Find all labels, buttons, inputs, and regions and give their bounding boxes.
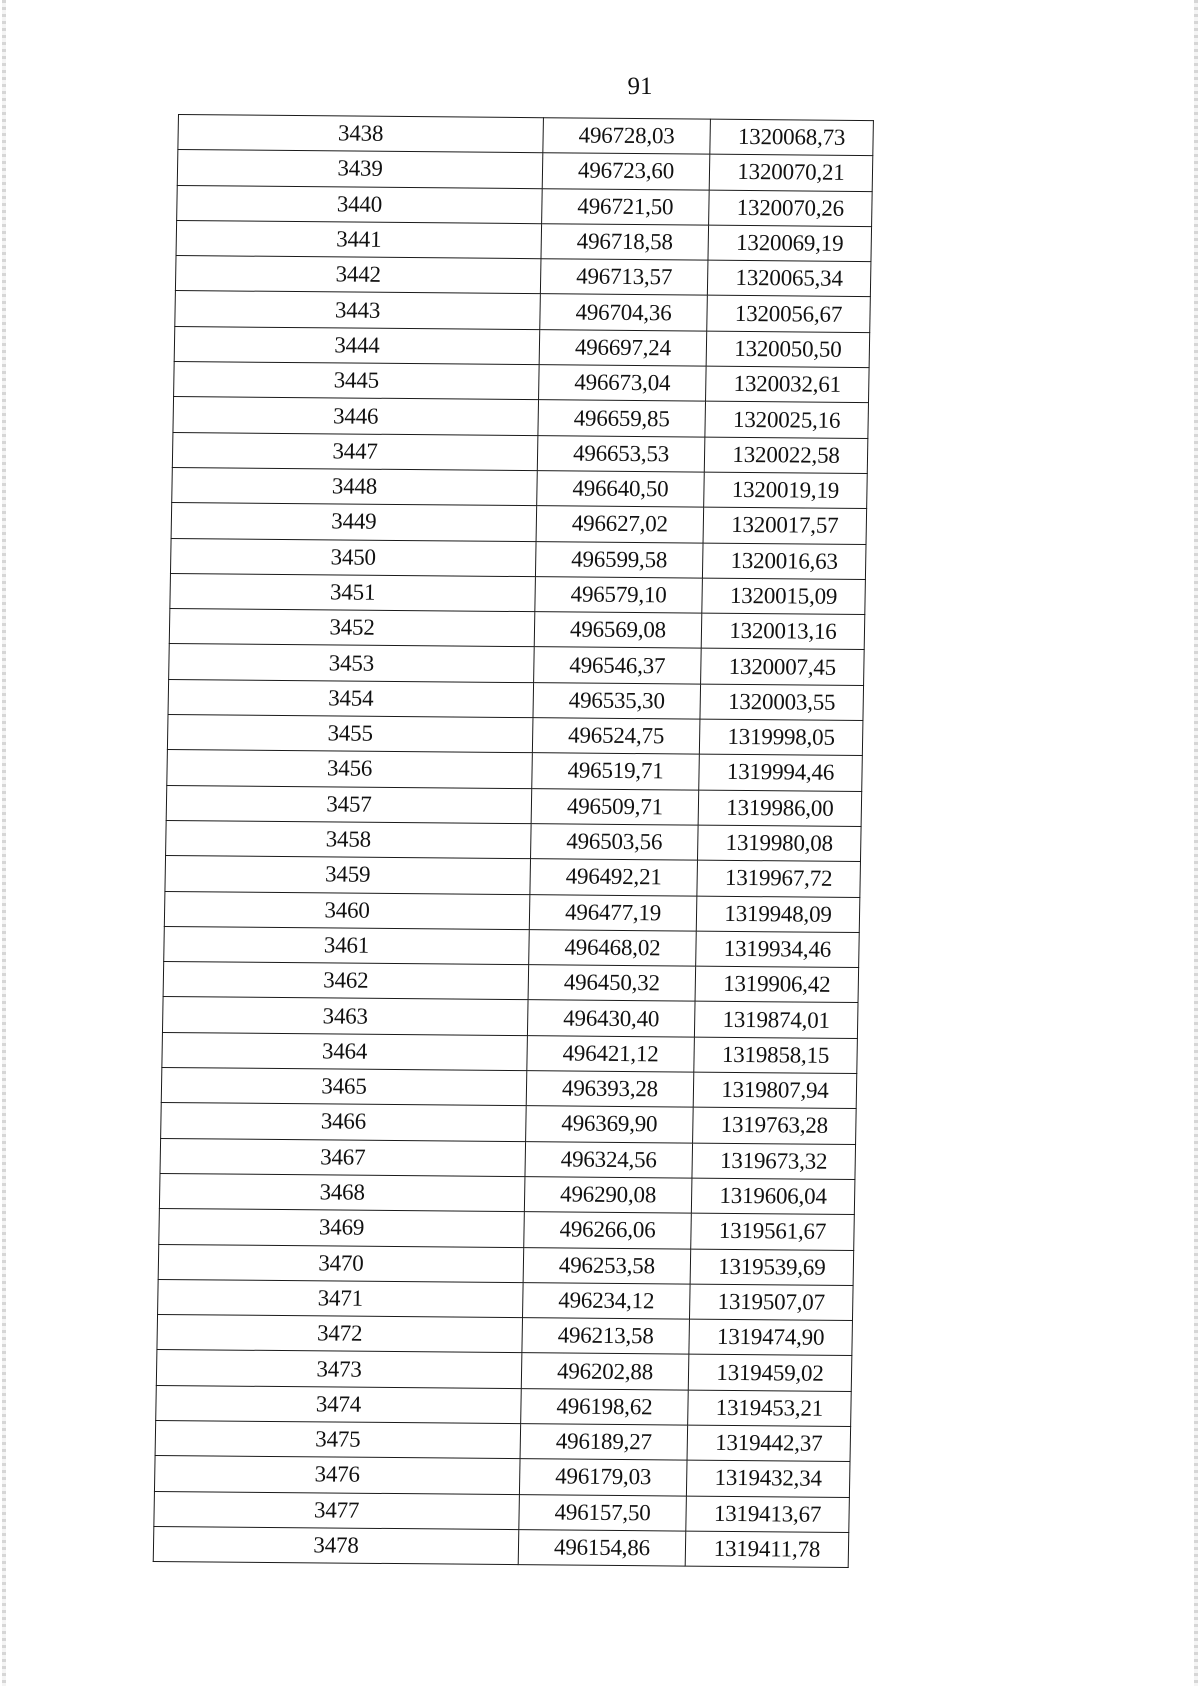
y-coordinate-cell: 1319432,34 — [686, 1460, 850, 1497]
table-row — [153, 1526, 849, 1567]
x-coordinate-cell: 496253,58 — [523, 1247, 691, 1284]
point-number-cell: 3459 — [165, 856, 531, 894]
y-coordinate-cell: 1320015,09 — [702, 578, 866, 615]
table-row — [174, 362, 870, 403]
scan-edge-left — [2, 0, 6, 1686]
point-number-cell: 3471 — [158, 1279, 524, 1317]
point-number-cell: 3456 — [167, 750, 533, 788]
table-row — [162, 1032, 858, 1073]
table-row — [167, 715, 863, 756]
y-coordinate-cell: 1320007,45 — [701, 649, 865, 686]
y-coordinate-cell: 1320070,26 — [709, 190, 873, 227]
table-row — [159, 1173, 855, 1214]
x-coordinate-cell: 496213,58 — [522, 1318, 690, 1355]
x-coordinate-cell: 496673,04 — [539, 365, 707, 402]
y-coordinate-cell: 1319561,67 — [691, 1213, 855, 1250]
point-number-cell: 3454 — [168, 679, 534, 717]
x-coordinate-cell: 496697,24 — [539, 329, 707, 366]
x-coordinate-cell: 496393,28 — [526, 1071, 694, 1108]
x-coordinate-cell: 496468,02 — [529, 929, 697, 966]
x-coordinate-cell: 496503,56 — [531, 824, 699, 861]
table-row — [177, 150, 873, 191]
point-number-cell: 3474 — [156, 1385, 522, 1423]
y-coordinate-cell: 1320065,34 — [707, 260, 871, 297]
x-coordinate-cell: 496704,36 — [540, 294, 708, 331]
point-number-cell: 3442 — [175, 256, 541, 294]
table-row — [173, 397, 869, 438]
point-number-cell: 3470 — [158, 1244, 524, 1282]
table-row — [169, 644, 865, 685]
x-coordinate-cell: 496430,40 — [527, 1000, 695, 1037]
x-coordinate-cell: 496659,85 — [538, 400, 706, 437]
page-number: 91 — [627, 73, 653, 100]
y-coordinate-cell: 1319874,01 — [694, 1002, 858, 1039]
table-row — [164, 891, 860, 932]
point-number-cell: 3444 — [174, 326, 540, 364]
x-coordinate-cell: 496266,06 — [524, 1212, 692, 1249]
table-row — [172, 432, 868, 473]
table-row — [172, 467, 868, 508]
table-row — [178, 115, 874, 156]
x-coordinate-cell: 496599,58 — [535, 541, 703, 578]
point-number-cell: 3461 — [164, 926, 530, 964]
point-number-cell: 3440 — [177, 185, 543, 223]
table-row — [166, 820, 862, 861]
point-number-cell: 3478 — [153, 1526, 519, 1564]
y-coordinate-cell: 1320017,57 — [703, 507, 867, 544]
point-number-cell: 3441 — [176, 220, 542, 258]
y-coordinate-cell: 1319474,90 — [689, 1319, 853, 1356]
point-number-cell: 3445 — [174, 362, 540, 400]
point-number-cell: 3465 — [161, 1067, 527, 1105]
x-coordinate-cell: 496450,32 — [528, 965, 696, 1002]
table-row — [158, 1244, 854, 1285]
table-row — [170, 573, 866, 614]
x-coordinate-cell: 496721,50 — [542, 188, 710, 225]
point-number-cell: 3462 — [163, 962, 529, 1000]
coordinates-table-body — [153, 115, 873, 1568]
x-coordinate-cell: 496421,12 — [527, 1035, 695, 1072]
y-coordinate-cell: 1319539,69 — [690, 1249, 854, 1286]
x-coordinate-cell: 496202,88 — [521, 1353, 689, 1390]
x-coordinate-cell: 496713,57 — [540, 259, 708, 296]
y-coordinate-cell: 1319442,37 — [687, 1425, 851, 1462]
x-coordinate-cell: 496324,56 — [525, 1141, 693, 1178]
table-row — [164, 926, 860, 967]
table-row — [157, 1315, 853, 1356]
table-row — [177, 185, 873, 226]
y-coordinate-cell: 1320019,19 — [704, 472, 868, 509]
y-coordinate-cell: 1319967,72 — [697, 860, 861, 897]
y-coordinate-cell: 1320068,73 — [710, 119, 874, 156]
x-coordinate-cell: 496179,03 — [519, 1459, 687, 1496]
x-coordinate-cell: 496728,03 — [543, 118, 711, 155]
y-coordinate-cell: 1320056,67 — [707, 296, 871, 333]
table-row — [162, 997, 858, 1038]
table-row — [176, 220, 872, 261]
y-coordinate-cell: 1320069,19 — [708, 225, 872, 262]
x-coordinate-cell: 496198,62 — [521, 1388, 689, 1425]
coordinates-table — [153, 114, 874, 1568]
point-number-cell: 3475 — [155, 1420, 521, 1458]
x-coordinate-cell: 496290,08 — [524, 1177, 692, 1214]
table-row — [159, 1209, 855, 1250]
table-row — [170, 538, 866, 579]
y-coordinate-cell: 1320013,16 — [701, 613, 865, 650]
x-coordinate-cell: 496579,10 — [535, 577, 703, 614]
y-coordinate-cell: 1319994,46 — [699, 754, 863, 791]
table-row — [160, 1138, 856, 1179]
y-coordinate-cell: 1319411,78 — [685, 1531, 849, 1568]
table-row — [161, 1103, 857, 1144]
point-number-cell: 3467 — [160, 1138, 526, 1176]
y-coordinate-cell: 1319673,32 — [692, 1143, 856, 1180]
point-number-cell: 3446 — [173, 397, 539, 435]
point-number-cell: 3443 — [175, 291, 541, 329]
y-coordinate-cell: 1319986,00 — [698, 790, 862, 827]
y-coordinate-cell: 1320003,55 — [700, 684, 864, 721]
y-coordinate-cell: 1320025,16 — [705, 402, 869, 439]
point-number-cell: 3472 — [157, 1315, 523, 1353]
point-number-cell: 3439 — [177, 150, 543, 188]
y-coordinate-cell: 1320022,58 — [704, 437, 868, 474]
point-number-cell: 3463 — [162, 997, 528, 1035]
table-row — [154, 1491, 850, 1532]
y-coordinate-cell: 1320070,21 — [709, 154, 873, 191]
point-number-cell: 3447 — [172, 432, 538, 470]
y-coordinate-cell: 1320032,61 — [706, 366, 870, 403]
y-coordinate-cell: 1319906,42 — [695, 966, 859, 1003]
y-coordinate-cell: 1319507,07 — [689, 1284, 853, 1321]
y-coordinate-cell: 1320016,63 — [702, 543, 866, 580]
x-coordinate-cell: 496723,60 — [542, 153, 710, 190]
point-number-cell: 3455 — [167, 715, 533, 753]
y-coordinate-cell: 1319413,67 — [686, 1496, 850, 1533]
x-coordinate-cell: 496519,71 — [532, 753, 700, 790]
y-coordinate-cell: 1319763,28 — [693, 1107, 857, 1144]
y-coordinate-cell: 1319453,21 — [688, 1390, 852, 1427]
x-coordinate-cell: 496569,08 — [534, 612, 702, 649]
x-coordinate-cell: 496477,19 — [529, 894, 697, 931]
x-coordinate-cell: 496546,37 — [534, 647, 702, 684]
point-number-cell: 3449 — [171, 503, 537, 541]
y-coordinate-cell: 1319459,02 — [688, 1354, 852, 1391]
table-row — [175, 256, 871, 297]
table-row — [156, 1385, 852, 1426]
table-row — [158, 1279, 854, 1320]
table-row — [156, 1350, 852, 1391]
table-row — [175, 291, 871, 332]
y-coordinate-cell: 1319948,09 — [696, 896, 860, 933]
table-row — [155, 1420, 851, 1461]
point-number-cell: 3477 — [154, 1491, 520, 1529]
table-row — [169, 609, 865, 650]
x-coordinate-cell: 496627,02 — [536, 506, 704, 543]
point-number-cell: 3438 — [178, 115, 544, 153]
point-number-cell: 3451 — [170, 573, 536, 611]
y-coordinate-cell: 1319858,15 — [694, 1037, 858, 1074]
x-coordinate-cell: 496157,50 — [519, 1494, 687, 1531]
point-number-cell: 3452 — [169, 609, 535, 647]
y-coordinate-cell: 1319998,05 — [699, 719, 863, 756]
y-coordinate-cell: 1320050,50 — [706, 331, 870, 368]
scan-edge-right — [1194, 0, 1198, 1686]
x-coordinate-cell: 496369,90 — [526, 1106, 694, 1143]
y-coordinate-cell: 1319934,46 — [696, 931, 860, 968]
x-coordinate-cell: 496154,86 — [518, 1530, 686, 1567]
table-row — [163, 962, 859, 1003]
point-number-cell: 3466 — [161, 1103, 527, 1141]
point-number-cell: 3476 — [154, 1456, 520, 1494]
point-number-cell: 3453 — [169, 644, 535, 682]
x-coordinate-cell: 496524,75 — [532, 718, 700, 755]
table-row — [167, 750, 863, 791]
point-number-cell: 3464 — [162, 1032, 528, 1070]
y-coordinate-cell: 1319980,08 — [697, 825, 861, 862]
x-coordinate-cell: 496234,12 — [523, 1282, 691, 1319]
point-number-cell: 3450 — [170, 538, 536, 576]
x-coordinate-cell: 496653,53 — [537, 435, 705, 472]
point-number-cell: 3460 — [164, 891, 530, 929]
point-number-cell: 3458 — [166, 820, 532, 858]
table-row — [165, 856, 861, 897]
point-number-cell: 3469 — [159, 1209, 525, 1247]
x-coordinate-cell: 496189,27 — [520, 1424, 688, 1461]
x-coordinate-cell: 496640,50 — [537, 471, 705, 508]
table-row — [154, 1456, 850, 1497]
point-number-cell: 3448 — [172, 467, 538, 505]
x-coordinate-cell: 496718,58 — [541, 224, 709, 261]
table-row — [174, 326, 870, 367]
y-coordinate-cell: 1319606,04 — [691, 1178, 855, 1215]
point-number-cell: 3457 — [166, 785, 532, 823]
y-coordinate-cell: 1319807,94 — [693, 1072, 857, 1109]
table-row — [166, 785, 862, 826]
coordinates-table-container — [153, 114, 873, 1568]
point-number-cell: 3473 — [156, 1350, 522, 1388]
x-coordinate-cell: 496492,21 — [530, 859, 698, 896]
x-coordinate-cell: 496535,30 — [533, 682, 701, 719]
x-coordinate-cell: 496509,71 — [531, 788, 699, 825]
point-number-cell: 3468 — [159, 1173, 525, 1211]
table-row — [161, 1067, 857, 1108]
table-row — [168, 679, 864, 720]
table-row — [171, 503, 867, 544]
